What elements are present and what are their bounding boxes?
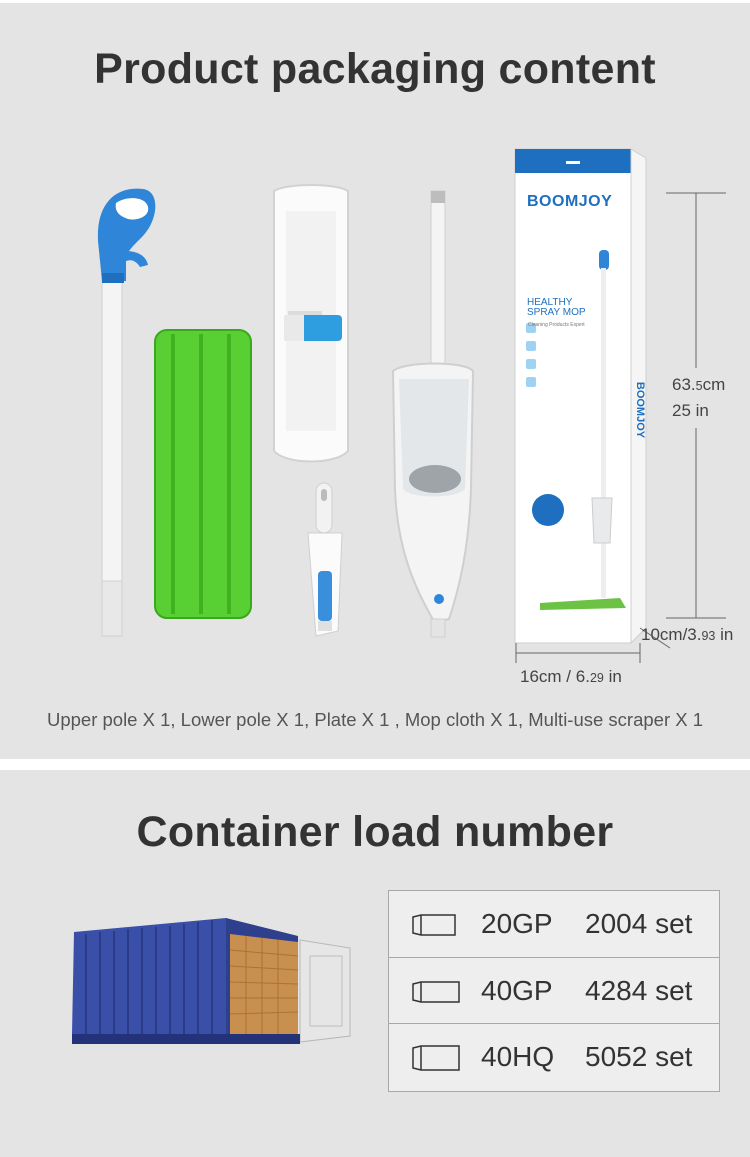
table-row (389, 891, 719, 957)
height-cm-label: 63.5cm (672, 375, 726, 394)
container-type: 40GP (481, 975, 553, 1006)
scraper-image (302, 481, 348, 641)
container-title: Container load number (136, 808, 614, 856)
container-qty: 5052 set (585, 1041, 693, 1072)
table-row (389, 1023, 719, 1090)
mop-cloth-image (153, 328, 253, 620)
box-tagline: Cleaning Products Expert (528, 322, 585, 328)
mop-plate-image (266, 181, 356, 471)
depth-label: 10cm/3.93 in (641, 625, 734, 644)
container-panel (0, 770, 750, 1157)
container-type: 40HQ (481, 1041, 555, 1072)
packaging-title: Product packaging content (94, 45, 656, 93)
lower-pole-image (385, 189, 485, 641)
container-load-table (388, 890, 720, 1092)
packaging-panel (0, 3, 750, 759)
container-type: 20GP (481, 908, 553, 939)
box-brand: BOOMJOY (527, 193, 613, 210)
height-in-label: 25 in (672, 401, 709, 420)
container-qty: 2004 set (585, 908, 693, 939)
container-qty: 4284 set (585, 975, 693, 1006)
box-icon (411, 980, 461, 1004)
dimension-lines (510, 188, 750, 688)
box-product-line2: SPRAY MOP (527, 307, 586, 318)
shipping-container-image (66, 910, 358, 1060)
box-product-line1: HEALTHY (527, 297, 573, 308)
box-icon (411, 913, 457, 937)
box-side-brand: BOOMJOY (634, 381, 646, 439)
box-icon (411, 1044, 461, 1072)
width-label: 16cm / 6.29 in (520, 667, 622, 686)
table-row (389, 957, 719, 1024)
packaging-caption: Upper pole X 1, Lower pole X 1, Plate X 1 , Mop cloth X 1, Multi-use scraper X 1 (46, 709, 704, 730)
